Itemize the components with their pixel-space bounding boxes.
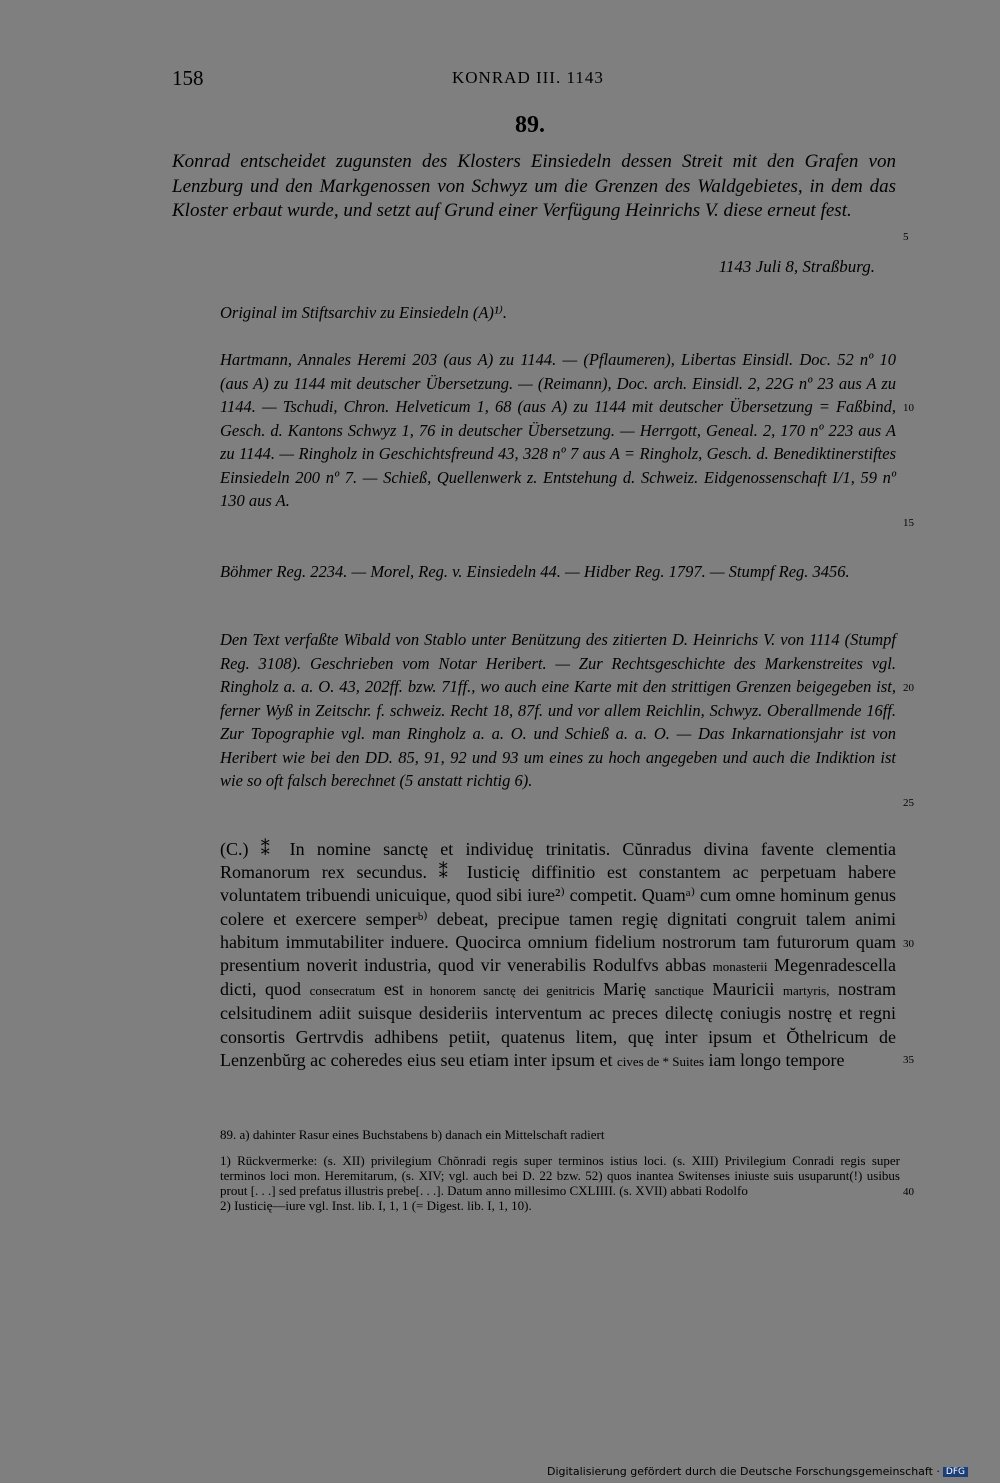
line-number: 15 bbox=[903, 517, 914, 529]
text-critical-notes bbox=[220, 1127, 900, 1142]
digitization-credit bbox=[547, 1465, 968, 1478]
charter-small-text: cives de * Suites bbox=[617, 1053, 705, 1069]
original-source: Original im Stiftsarchiv zu Einsiedeln (A)¹⁾. bbox=[220, 303, 508, 322]
footnotes bbox=[220, 1153, 900, 1213]
charter-small-text: consecratum bbox=[309, 983, 376, 999]
charter-small-text: monasterii bbox=[712, 959, 768, 975]
regesten-list: Böhmer Reg. 2234. — Morel, Reg. v. Einsiedeln 44. — Hidber Reg. 1797. — Stumpf Reg. 3456. bbox=[220, 562, 850, 581]
line-number: 40 bbox=[903, 1186, 914, 1198]
dateline: 1143 Juli 8, Straßburg. bbox=[718, 257, 875, 276]
running-title: KONRAD III. 1143 bbox=[452, 68, 604, 87]
charter-text-part: Mauricii bbox=[703, 979, 783, 1000]
line-number: 5 bbox=[903, 231, 909, 243]
charter-text-part: (C.) ⁑ In nomine sanctę et individuę trinitatis. Cŭnradus divina favente clementia Romanorum rex secundus. ⁑ Iusticię diffinitio est constantem ac perpetuam habere voluntatem tribuendi unicuique, quod sibi iure²⁾ competit. Quamᵃ⁾ cum omne hominum genus colere et exercere semperᵇ⁾ debeat, precipue tamen regię dignitati congruit talem animi habitum immutabiliter induere. Quocirca omnium fidelium nostrorum tam futurorum quam presentium noverit industria, quod vir venerabilis Rodulfvs abbas bbox=[220, 839, 896, 976]
document-number: 89. bbox=[515, 112, 545, 138]
charter-text-part: Megenradescella dicti, quod bbox=[220, 955, 896, 1000]
charter-small-text: sanctique bbox=[654, 983, 704, 999]
charter-text-part: nostram celsitudinem adiit suisque desideriis interventum ac preces dilectę coniugis nostrę et regni consortis Gertrvdis adhibens petiit, quatenus litem, quę inter ipsum et Ŏthelricum de Lenzenbŭrg ac coheredes eius seu etiam inter ipsum et bbox=[220, 979, 897, 1070]
footnote-2: 2) Iusticię—iure vgl. Inst. lib. I, 1, 1 (= Digest. lib. I, 1, 10). bbox=[220, 1198, 532, 1213]
regest-summary: Konrad entscheidet zugunsten des Klosters Einsiedeln dessen Streit mit den Grafen von Lenzburg und den Markgenossen von Schwyz um die Grenzen des Waldgebietes, in dem das Kloster erbaut wurde, und setzt auf Grund einer Verfügung Heinrichs V. diese erneut fest. bbox=[172, 151, 896, 221]
editions-list: Hartmann, Annales Heremi 203 (aus A) zu 1144. — (Pflaumeren), Libertas Einsidl. Doc. 52 nº 10 (aus A) zu 1144 mit deutscher Übersetzung. — (Reimann), Doc. arch. Einsidl. 2, 22G nº 23 aus A zu 1144. — Tschudi, Chron. Helveticum 1, 68 (aus A) zu 1144 mit deutscher Übersetzung = Faßbind, Gesch. d. Kantons Schwyz 1, 76 in deutscher Übersetzung. — Herrgott, Geneal. 2, 170 nº 223 aus A zu 1144. — Ringholz in Geschichtsfreund 43, 328 nº 7 aus A = Ringholz, Gesch. d. Benediktinerstiftes Einsiedeln 200 nº 7. — Schieß, Quellenwerk z. Entstehung d. Schweiz. Eidgenossenschaft I/1, 59 nº 130 aus A. bbox=[220, 350, 896, 510]
charter-small-text: in honorem sanctę dei genitricis bbox=[412, 983, 595, 999]
footnote-letters: 89. a) dahinter Rasur eines Buchstabens b) danach ein Mittelschaft radiert bbox=[220, 1127, 605, 1142]
line-number: 30 bbox=[903, 938, 914, 950]
line-number: 10 bbox=[903, 402, 914, 414]
charter-small-text: martyris, bbox=[782, 983, 830, 999]
credit-text: Digitalisierung gefördert durch die Deutsche Forschungsgemeinschaft · bbox=[546, 1465, 940, 1478]
line-number: 20 bbox=[903, 682, 914, 694]
charter-text-part: Marię bbox=[594, 979, 655, 1000]
page-number: 158 bbox=[172, 66, 204, 90]
line-number: 25 bbox=[903, 797, 914, 809]
line-number: 35 bbox=[903, 1054, 914, 1066]
dfg-logo: DFG bbox=[943, 1467, 968, 1477]
footnote-1: 1) Rückvermerke: (s. XII) privilegium Chŏnradi regis super terminos istius loci. (s. XIII) Privilegium Conradi regis super terminos loci mon. Heremitarum, (s. XIV; vgl. auch bei D. 22 bzw. 52) quos inantea Switenses iniuste suis usuparunt(!) usibus prout [. . .] sed prefatus illustris prebe[. . .]. Datum anno millesimo CXLIIII. (s. XVII) abbati Rodolfo bbox=[220, 1153, 900, 1198]
charter-text-part: iam longo tempore bbox=[704, 1049, 845, 1070]
charter-text-part: est bbox=[375, 979, 413, 1000]
charter-text bbox=[220, 838, 896, 1073]
commentary: Den Text verfaßte Wibald von Stablo unter Benützung des zitierten D. Heinrichs V. von 1114 (Stumpf Reg. 3108). Geschrieben vom Notar Heribert. — Zur Rechtsgeschichte des Markenstreites vgl. Ringholz a. a. O. 43, 202ff. bzw. 71ff., wo auch eine Karte mit den strittigen Grenzen beigegeben ist, ferner Wyß in Zeitschr. f. schweiz. Recht 18, 87f. und vor allem Reichlin, Schwyz. Oberallmende 16ff. Zur Topographie vgl. man Ringholz a. a. O. und Schieß a. a. O. — Das Inkarnationsjahr ist von Heribert wie bei den DD. 85, 91, 92 und 93 um eines zu hoch angegeben und auch die Indiktion ist wie so oft falsch berechnet (5 anstatt richtig 6). bbox=[220, 630, 896, 790]
